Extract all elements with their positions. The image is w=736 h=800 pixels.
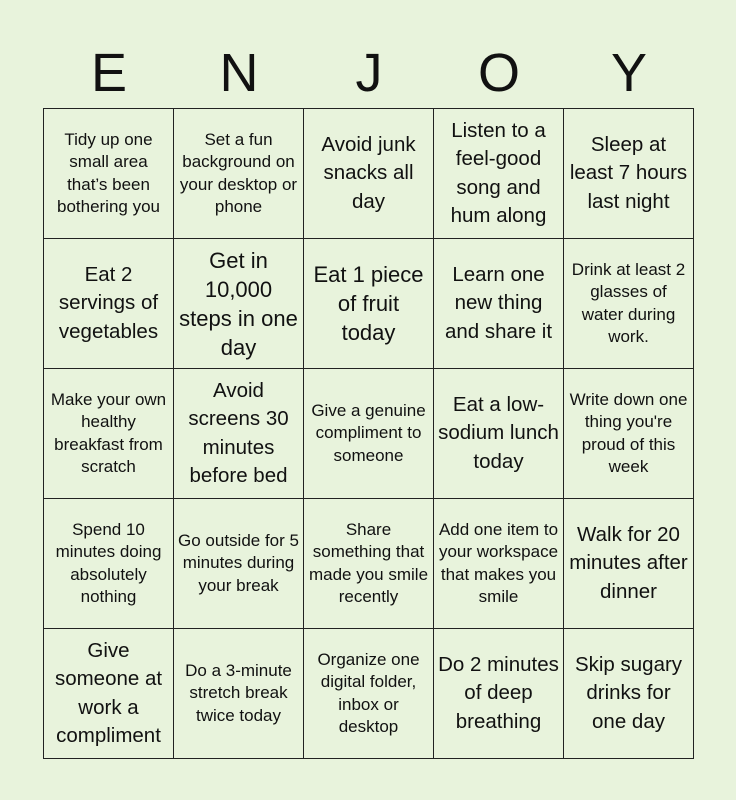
bingo-cell[interactable]: Go outside for 5 minutes during your break: [174, 499, 304, 629]
header-letter-o: O: [477, 43, 520, 103]
bingo-cell[interactable]: Give a genuine compliment to someone: [304, 369, 434, 499]
bingo-cell[interactable]: Avoid screens 30 minutes before bed: [174, 369, 304, 499]
bingo-cell[interactable]: Share something that made you smile recently: [304, 499, 434, 629]
bingo-cell[interactable]: Get in 10,000 steps in one day: [174, 239, 304, 369]
bingo-cell[interactable]: Do a 3-minute stretch break twice today: [174, 629, 304, 759]
bingo-cell[interactable]: Set a fun background on your desktop or phone: [174, 109, 304, 239]
header-letter-y: Y: [610, 43, 648, 103]
bingo-cell[interactable]: Organize one digital folder, inbox or desktop: [304, 629, 434, 759]
bingo-cell[interactable]: Eat 1 piece of fruit today: [304, 239, 434, 369]
header-letter-j: J: [355, 43, 383, 103]
bingo-cell[interactable]: Walk for 20 minutes after dinner: [564, 499, 694, 629]
bingo-cell[interactable]: Learn one new thing and share it: [434, 239, 564, 369]
bingo-cell[interactable]: Add one item to your workspace that makes you smile: [434, 499, 564, 629]
bingo-cell[interactable]: Spend 10 minutes doing absolutely nothing: [44, 499, 174, 629]
bingo-cell[interactable]: Eat 2 servings of vegetables: [44, 239, 174, 369]
header-letter-e: E: [90, 43, 128, 103]
bingo-cell[interactable]: Give someone at work a compliment: [44, 629, 174, 759]
bingo-cell[interactable]: Drink at least 2 glasses of water during work.: [564, 239, 694, 369]
bingo-cell[interactable]: Listen to a feel-good song and hum along: [434, 109, 564, 239]
header-letter-n: N: [219, 43, 259, 103]
bingo-cell[interactable]: Skip sugary drinks for one day: [564, 629, 694, 759]
bingo-cell[interactable]: Tidy up one small area that’s been bothering you: [44, 109, 174, 239]
bingo-cell[interactable]: Avoid junk snacks all day: [304, 109, 434, 239]
bingo-cell[interactable]: Make your own healthy breakfast from scratch: [44, 369, 174, 499]
bingo-header: [44, 40, 694, 106]
bingo-cell[interactable]: Eat a low-sodium lunch today: [434, 369, 564, 499]
bingo-cell[interactable]: Do 2 minutes of deep breathing: [434, 629, 564, 759]
bingo-grid: [43, 108, 694, 759]
bingo-cell[interactable]: Sleep at least 7 hours last night: [564, 109, 694, 239]
bingo-cell[interactable]: Write down one thing you're proud of this week: [564, 369, 694, 499]
